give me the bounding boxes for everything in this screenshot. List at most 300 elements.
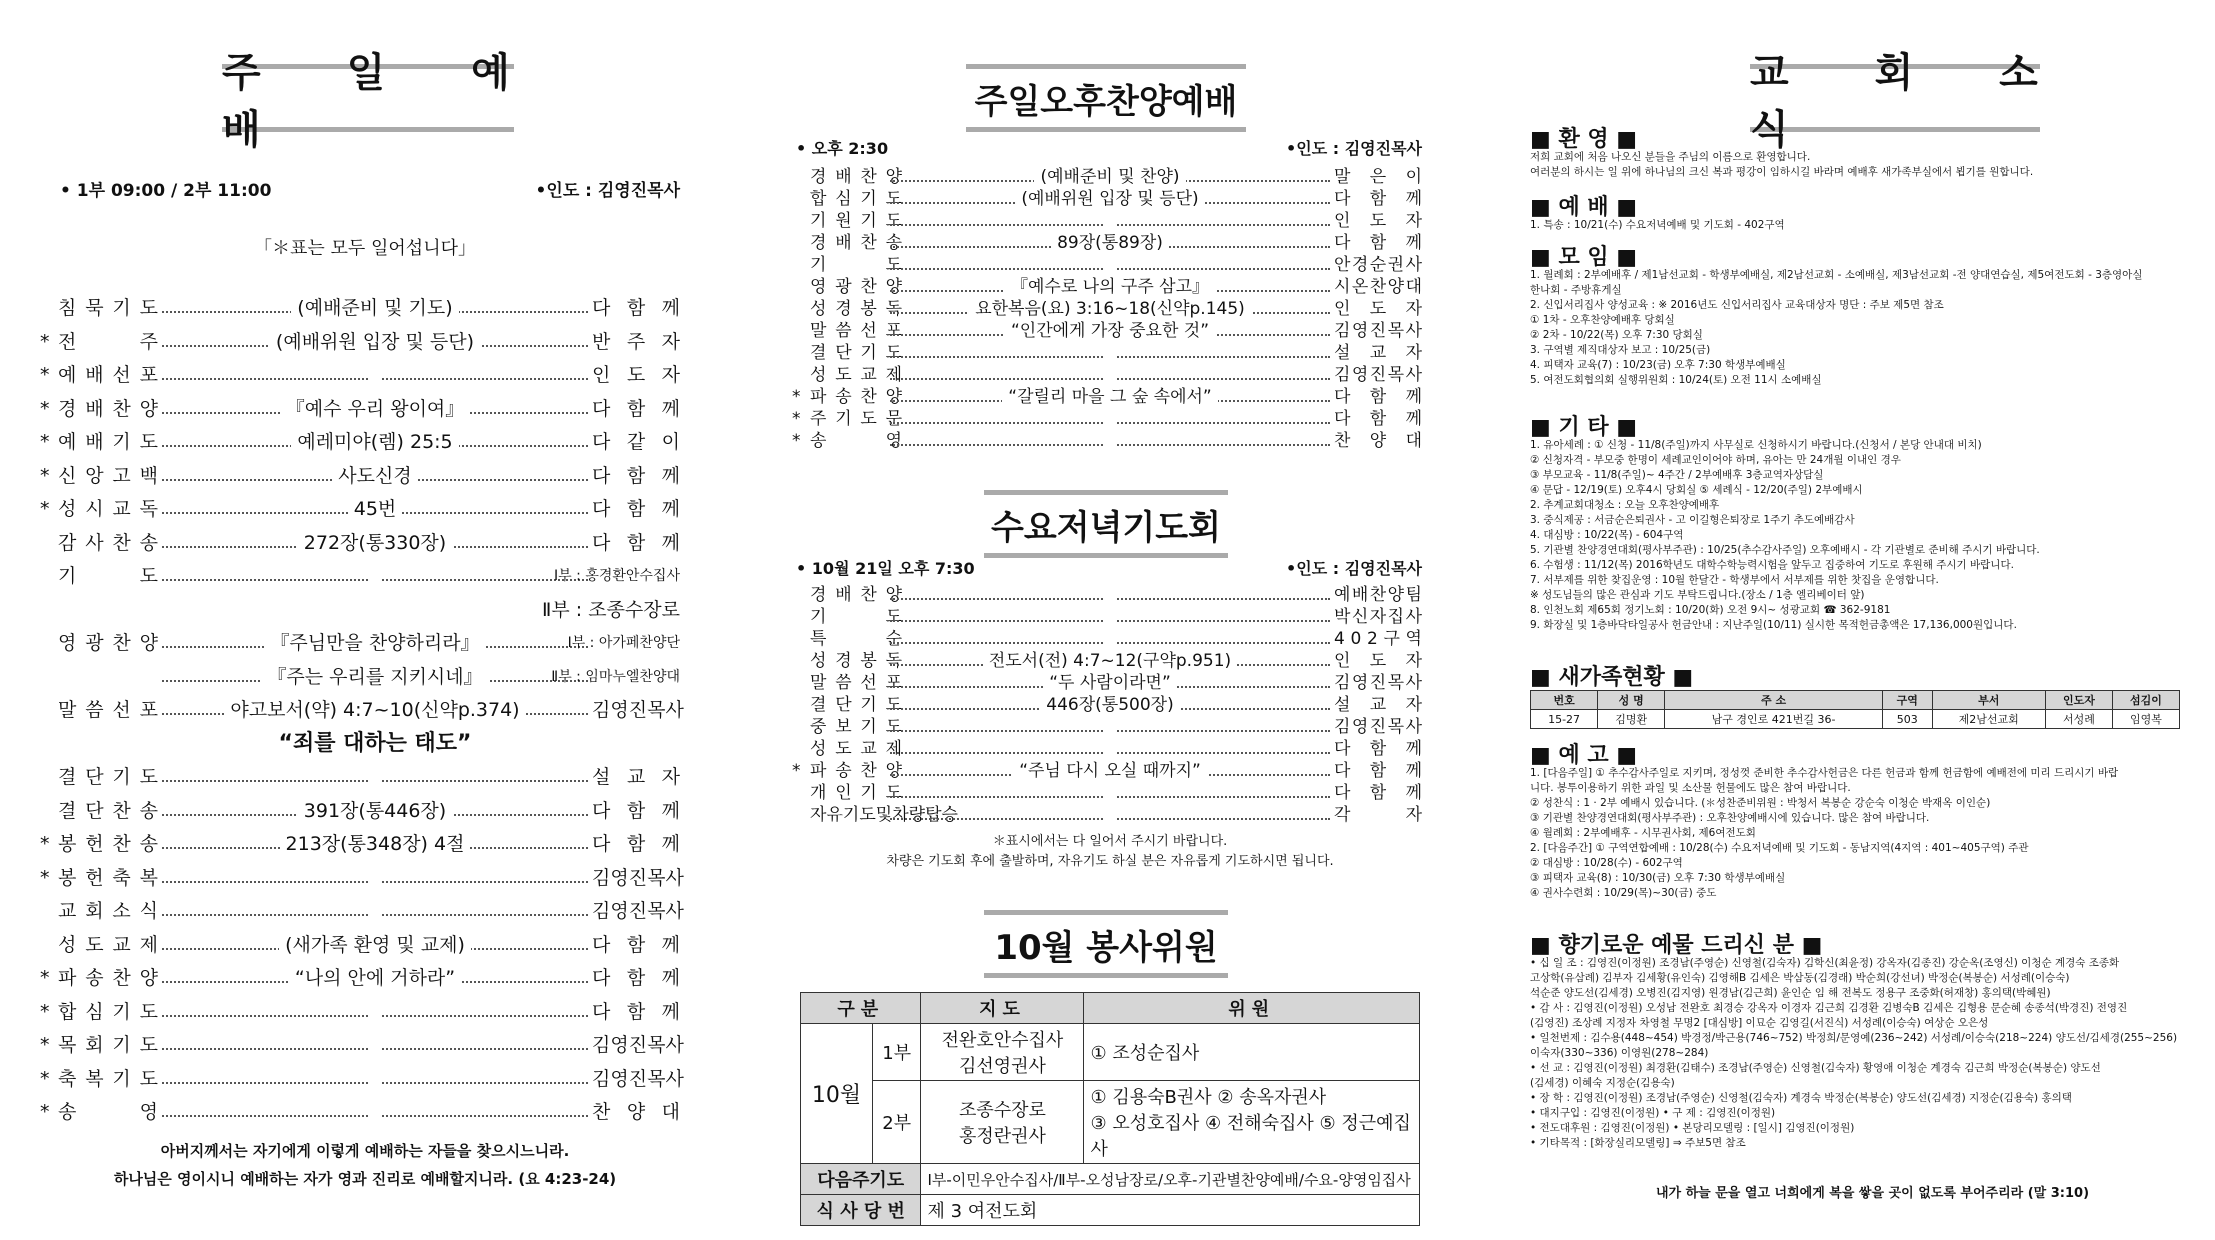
standing-mark: * [40,1067,50,1090]
sunday-worship-title [222,50,546,153]
detail-text: 『예수 우리 왕이여』 [280,398,471,420]
news-line: ④ 권사수련회 : 10/29(목)~30(금) 중도 [1530,887,1717,899]
order-row [792,188,1422,210]
order-item-detail [162,564,588,588]
family-cell: 김명환 [1598,710,1665,729]
order-row [40,933,680,957]
detail-text: (예배준비 및 기도) [291,297,458,319]
order-row [792,408,1422,430]
news-line: • 대지구입 : 김영진(이정원) • 구 제 : 김영진(이정원) [1530,1107,1776,1119]
order-item-detail [890,760,1330,782]
detail-text: 272장(통330장) [298,532,452,554]
family-cell: 503 [1882,710,1932,729]
leader-name: 홍정란권사 [958,1126,1046,1147]
sunday-worship-column [0,0,730,1240]
order-item-detail [890,276,1330,298]
order-item-detail [162,933,588,957]
order-row [792,276,1422,298]
news-line: (김영진) 조상례 지정자 차영철 무명2 [대심방] 이묘순 김영길(서진식) 서성례(이승숙) 여상순 오은성 [1530,1017,1989,1029]
order-item-name: 축 복 기 도 [58,1067,158,1090]
order-item-leader: 설 교 자 [592,766,680,788]
news-line: 2. 추계교회대청소 : 오늘 오후찬양예배후 [1530,499,1720,511]
order-item-name: 성 도 교 제 [58,933,158,956]
col-header-leader: 지도 [921,993,1084,1024]
order-item-detail [890,804,1330,826]
order-item-detail [890,364,1330,386]
leader-name: 전완호안수집사 [941,1030,1064,1051]
title-text: 10월 봉사위원 [994,927,1218,968]
order-item-detail [890,782,1330,804]
order-item-leader: 찬 양 대 [592,1101,680,1123]
detail-text: “나의 안에 거하라” [289,967,461,989]
order-row [792,606,1422,628]
order-item-name: 말 씀 선 포 [58,699,158,721]
order-item-detail [162,799,588,823]
news-line: ② 2차 - 10/22(목) 오후 7:30 당회실 [1530,329,1703,341]
standing-mark: * [40,967,50,989]
order-item-detail [162,531,588,555]
news-line: 1. 특송 : 10/21(수) 수요저녁예배 및 기도회 - 402구역 [1530,219,1785,231]
part1-cell: 1부 [872,1024,921,1081]
news-line: ④ 월례회 : 2부예배후 - 시무권사회, 제6여전도회 [1530,827,1756,839]
part1-members: ① 조성순집사 [1084,1024,1420,1081]
order-item-detail [162,296,588,320]
order-row [792,298,1422,320]
order-item-leader: 다 함 께 [592,397,680,420]
order-row [792,760,1422,782]
news-line: 여러분의 하시는 일 위에 하나님의 크신 복과 평강이 임하시길 바라며 예배후 새가족부실에서 뵙기를 원합니다. [1530,166,2034,178]
news-line: ② 성찬식 : 1 · 2부 예배시 있습니다. (＊성찬준비위원 : 박청서 복봉순 강순숙 이청순 박재옥 이인순) [1530,797,1991,809]
detail-text [1104,255,1116,275]
order-row [40,665,680,689]
standing-mark: * [40,866,50,889]
family-cell: 서성례 [2045,710,2112,729]
news-line: 8. 인천노회 제65회 정기노회 : 10/20(화) 오전 9시~ 성광교회 ☎ 362-9181 [1530,604,1891,616]
order-item-name: 영 광 찬 양 [58,632,158,654]
service-leader: •인도 : 김영진목사 [535,181,680,201]
news-line: • 전도대후원 : 김영진(이정원) • 본당리모델링 : [일시] 김영진(이정원) [1530,1122,1855,1134]
order-row [792,716,1422,738]
order-item-detail [890,232,1330,254]
sunday-order-list [40,296,684,1126]
order-item-detail [890,694,1330,716]
part1-leaders [921,1024,1084,1081]
detail-text: 391장(통446장) [298,800,452,822]
order-row [40,397,680,421]
family-cell: 제2남선교회 [1932,710,2045,729]
standing-mark: * [40,431,50,453]
standing-mark: * [792,387,801,407]
order-item-leader: Ⅱ부 : 조종수장로 [542,598,680,621]
order-item-name: 예 배 선 포 [58,364,158,386]
order-item-name: 성 시 교 독 [58,498,158,520]
detail-text [369,565,381,587]
order-row [40,1067,684,1091]
leader-name: 조종수장로 [958,1100,1046,1121]
standing-mark: * [40,833,50,855]
order-row [40,564,680,588]
order-item-detail [162,363,588,387]
order-row [792,342,1422,364]
meeting-heading: ■ 모 임 ■ [1530,245,1638,270]
afternoon-leader: •인도 : 김영진목사 [1286,139,1422,158]
order-item-detail [162,598,588,622]
detail-text [1104,717,1116,737]
afternoon-column [770,0,1450,1240]
news-line: 1. 월례회 : 2부예배후 / 제1남선교회 - 학생부예배실, 제2남선교회 - 소예배실, 제3남선교회 -전 양대연습실, 제5여전도회 - 3층영아실 [1530,269,2143,281]
order-item-name: 경 배 찬 양 [810,167,902,187]
family-col-header: 성 명 [1598,691,1665,710]
order-item-leader: 4 0 2 구 역 [1334,629,1422,649]
standing-mark: * [40,464,50,487]
order-row [40,799,680,823]
order-item-name: 영 광 찬 양 [810,277,902,297]
order-row [40,631,680,655]
detail-text [1104,805,1116,825]
detail-text: 『주님만을 찬양하리라』 [264,632,485,654]
detail-text [1104,343,1116,363]
order-item-leader: 김 영 진 목 사 [592,866,684,889]
order-item-name: 경 배 찬 송 [810,233,902,253]
detail-text: 사도신경 [332,465,417,487]
order-item-leader: 각 자 [1334,805,1422,825]
news-line: ② 대심방 : 10/28(수) - 602구역 [1530,857,1683,869]
order-row [40,966,680,990]
news-line: 5. 여전도회협의회 실행위원회 : 10/24(토) 오전 11시 소예배실 [1530,374,1822,386]
news-line: ③ 기관별 찬양경연대회(평사부주관) : 오후찬양예배시에 있습니다. 많은 참여 바랍니다. [1530,812,1930,824]
news-line: • 감 사 : 김영진(이정원) 오성남 전완호 최경승 강옥자 이경자 김근희 김경환 김병숙B 김세은 김형용 문순혜 송종석(박경진) 전영진 [1530,1002,2128,1014]
news-line: 4. 피택자 교육(7) : 10/23(금) 오후 7:30 학생부예배실 [1530,359,1786,371]
family-col-header: 주 소 [1665,691,1883,710]
detail-text [1104,211,1116,231]
afternoon-time: • 오후 2:30 [796,139,889,158]
order-item-detail [890,738,1330,760]
etc-text [1530,438,2215,633]
news-line: 석순준 양도선(김세경) 오병진(김지영) 원경남(김근희) 윤인순 임 해 전복도 정용구 조중화(허재창) 홍의택(박혜원) [1530,987,2051,999]
news-line: 7. 서부제를 위한 찾집운영 : 10월 한달간 - 학생부에서 서부제를 위한 찻집을 운영합니다. [1530,574,1939,586]
part2-cell: 2부 [872,1081,921,1164]
standing-mark: * [40,1101,50,1123]
news-line: 고상학(유삼례) 김부자 김세황(유인숙) 김영해B 김세은 박삼동(김경래) 박순희(강선녀) 박정순(복봉순) 서성례(이승숙) [1530,972,2070,984]
etc-heading: ■ 기 타 ■ [1530,415,1638,440]
order-item-name: 결 단 기 도 [810,343,902,363]
order-item-detail [162,1100,588,1124]
order-row [792,430,1422,452]
order-item-leader: Ⅰ부 : 홍경환안수집사 [554,568,680,584]
standing-mark: * [40,1034,50,1056]
detail-text [369,1068,381,1090]
news-line: 2. 신입서리집사 양성교육 : ※ 2016년도 신입서리집사 교육대상자 명단 : 주보 제5면 참조 [1530,299,1944,311]
detail-text [1104,607,1116,627]
order-item-detail [890,386,1330,408]
order-item-name: 감 사 찬 송 [58,531,158,554]
news-line: • 일천번제 : 김수용(448~454) 박경정/박근용(746~752) 박정희/문영예(236~242) 서성례/이승숙(218~224) 양도선/김세경(255~256) [1530,1032,2178,1044]
family-cell: 남구 경인로 421번길 36- [1665,710,1883,729]
order-item-detail [162,866,588,890]
offering-text [1530,956,2215,1151]
order-item-leader: 다 함 께 [592,1000,680,1023]
order-item-leader: 김 영 진 목 사 [592,1067,684,1090]
news-line: 2. [다음주간] ① 구역연합예배 : 10/28(수) 수요저녁예배 및 기도회 - 동남지역(4지역 : 401~405구역) 주관 [1530,842,2029,854]
order-item-name: 예 배 기 도 [58,431,158,453]
detail-text [1104,431,1116,451]
order-item-name: 성 경 봉 독 [810,299,902,319]
order-item-detail [890,650,1330,672]
news-line: ④ 문답 - 12/19(토) 오후4시 당회실 ⑤ 세례식 - 12/20(주일) 2부예배시 [1530,484,1863,496]
order-item-leader: 다 함 께 [592,933,680,956]
order-row [792,386,1422,408]
order-item-leader: 반 주 자 [592,330,680,353]
order-item-name: 특 순 [810,629,902,649]
member-line: ③ 오성호집사 ④ 전해숙집사 ⑤ 정근예집사 [1090,1113,1411,1160]
volunteer-title [984,910,1228,978]
order-item-name: 말 씀 선 포 [810,321,902,341]
wednesday-time: • 10월 21일 오후 7:30 [796,559,975,578]
news-line: • 장 학 : 김영진(이정원) 조경남(주영순) 신영철(김숙자) 계경숙 박정순(복봉순) 양도선(김세경) 지정순(김용숙) 홍의택 [1530,1092,2072,1104]
detail-text [1104,585,1116,605]
leader-name: 김선영권사 [958,1056,1046,1077]
news-line: 3. 중식제공 : 서금순은퇴권사 - 고 이길형은퇴장로 1주기 추도예배감사 [1530,514,1855,526]
order-item-leader: 다 같 이 [592,431,680,453]
order-item-name: 파 송 찬 양 [810,387,902,407]
order-item-leader: 다 함 께 [592,464,680,487]
order-item-leader: 다 함 께 [1334,783,1422,803]
order-item-name: 파 송 찬 양 [58,967,158,989]
order-item-name: 파 송 찬 양 [810,761,902,781]
order-item-name: 기 도 [58,565,158,587]
order-row [40,1000,680,1024]
family-col-header: 부서 [1932,691,2045,710]
order-item-name: 합 심 기 도 [810,189,902,209]
new-family-table [1530,690,2180,729]
order-item-leader: 다 함 께 [1334,189,1422,209]
order-item-detail [162,665,588,689]
family-cell: 15-27 [1531,710,1598,729]
order-item-leader: 김 영 진 목 사 [1334,321,1422,341]
news-line: ① 1차 - 오후찬양예배후 당회실 [1530,314,1675,326]
order-item-name: 기 원 기 도 [810,211,902,231]
order-row [792,694,1422,716]
order-row [40,330,680,354]
standing-mark: * [40,498,50,520]
detail-text [1104,365,1116,385]
order-row [40,1100,680,1124]
detail-text: (예배준비 및 찬양) [1034,167,1185,187]
order-item-detail [890,188,1330,210]
detail-text: 213장(통348장) 4절 [280,833,471,855]
detail-text: (예배위원 입장 및 등단) [1015,189,1204,209]
order-row [40,698,684,722]
detail-text [369,1101,381,1123]
detail-text: “갈릴리 마을 그 숲 속에서” [1002,387,1217,407]
service-time-line [60,176,680,201]
order-item-detail [890,584,1330,606]
order-item-leader: 인 도 자 [1334,211,1422,231]
order-row [40,732,680,756]
wednesday-title [984,490,1228,558]
order-row [792,782,1422,804]
member-line: ① 김용숙B권사 ② 송옥자권사 [1090,1087,1327,1108]
order-row [792,210,1422,232]
order-row [40,464,680,488]
news-line: 9. 화장실 및 1층바닥타일공사 헌금안내 : 지난주일(10/11) 실시한 목적헌금총액은 17,136,000원입니다. [1530,619,2017,631]
order-row [792,166,1422,188]
news-line: ※ 성도님들의 많은 관심과 기도 부탁드립니다.(장소 / 1층 엘리베이터 앞) [1530,589,1865,601]
wednesday-note-1: ＊표시에서는 다 일어서 주시기 바랍니다. [992,834,1228,849]
order-row [792,628,1422,650]
order-row [40,899,684,923]
order-item-leader: 다 함 께 [592,799,680,822]
order-item-detail [890,430,1330,452]
order-item-leader: 김 영 진 목 사 [592,699,684,721]
detail-text: (새가족 환영 및 교제) [279,934,471,956]
order-item-leader: 박 신 자 집 사 [1334,607,1422,627]
detail-text: 예레미야(렘) 25:5 [291,431,458,453]
detail-text: 요한복음(요) 3:16~18(신약p.145) [969,299,1251,319]
standing-mark: * [40,330,50,353]
verse-line-1: 아버지께서는 자기에게 이렇게 예배하는 자들을 찾으시느니라. [160,1142,570,1160]
detail-text [369,1034,381,1056]
order-item-name: 경 배 찬 양 [58,397,158,420]
detail-text [369,867,381,889]
news-line: 니다. 봉투이용하기 위한 과일 및 소산물 헌물에도 많은 참여 바랍니다. [1530,782,1851,794]
detail-text [1104,739,1116,759]
detail-text [369,900,381,922]
order-item-name: 송 영 [810,431,902,451]
order-row [792,254,1422,276]
order-item-leader: 다 함 께 [1334,233,1422,253]
order-row [40,866,684,890]
order-item-name: 중 보 기 도 [810,717,902,737]
order-item-leader: 다 함 께 [1334,387,1422,407]
order-item-name: 목 회 기 도 [58,1034,158,1056]
worship-heading: ■ 예 배 ■ [1530,195,1638,220]
family-col-header: 구역 [1882,691,1932,710]
order-item-name: 성 도 교 제 [810,739,902,759]
order-item-detail [162,765,588,789]
order-item-leader: 인 도 자 [1334,651,1422,671]
order-item-name: 기 도 [810,607,902,627]
detail-text: 89장(통89장) [1051,233,1169,253]
family-col-header: 섬김이 [2112,691,2179,710]
news-line: 5. 기관별 찬양경연대회(평사부주관) : 10/25(추수감사주일) 오후예배시 - 각 기관별로 준비해 주시기 바랍니다. [1530,544,2040,556]
order-item-detail [162,899,588,923]
order-item-name: 결 단 기 도 [810,695,902,715]
order-item-name: 봉 헌 찬 송 [58,833,158,855]
family-col-header: 번호 [1531,691,1598,710]
detail-text: 『주는 우리를 지키시네』 [261,666,488,688]
part2-members [1084,1081,1420,1164]
order-item-leader: 김 영 진 목 사 [592,1034,684,1056]
next-prayer-value: Ⅰ부-이민우안수집사/Ⅱ부-오성남장로/오후-기관별찬양예배/수요-양영임집사 [921,1164,1420,1195]
order-row [792,584,1422,606]
wednesday-note-2: 차량은 기도회 후에 출발하며, 자유기도 하실 분은 자유롭게 기도하시면 됩니다. [886,854,1334,869]
order-item-detail [890,210,1330,232]
afternoon-time-line [796,136,1422,159]
order-item-leader: 다 함 께 [592,833,680,855]
order-item-name: 교 회 소 식 [58,900,158,922]
wednesday-leader: •인도 : 김영진목사 [1286,559,1422,578]
order-item-detail [890,606,1330,628]
service-time: • 1부 09:00 / 2부 11:00 [60,181,272,201]
detail-text: 45번 [348,498,403,520]
order-item-leader: 설 교 자 [1334,695,1422,715]
news-line: 3. 구역별 제직대상자 보고 : 10/25(금) [1530,344,1711,356]
detail-text [369,364,381,386]
order-item-detail [162,832,588,856]
order-item-name: 송 영 [58,1101,158,1123]
order-item-name: 침 묵 기 도 [58,297,158,319]
news-line: 1. 유아세례 : ① 신청 - 11/8(주일)까지 사무실로 신청하시기 바랍니다.(신청서 / 본당 안내대 비치) [1530,439,1982,451]
detail-text: “죄를 대하는 태도” [272,731,477,756]
afternoon-order-list [792,166,1422,456]
order-item-detail [890,342,1330,364]
meeting-text [1530,268,2215,388]
detail-text: 전도서(전) 4:7~12(구약p.951) [983,651,1237,671]
col-header-members: 위원 [1084,993,1420,1024]
afternoon-title [966,64,1246,132]
order-item-name: 성 도 교 제 [810,365,902,385]
order-item-detail [890,254,1330,276]
order-item-leader: 다 함 께 [1334,761,1422,781]
order-row [792,320,1422,342]
wednesday-time-line [796,556,1422,579]
order-item-leader: 김 영 진 목 사 [1334,717,1422,737]
title-text: 주 일 예 배 [222,50,546,153]
standing-mark: * [40,397,50,420]
order-item-detail [162,397,588,421]
order-item-leader: 다 함 께 [1334,409,1422,429]
order-item-name: 전 주 [58,330,158,353]
family-cell: 임영복 [2112,710,2179,729]
order-item-detail [162,464,588,488]
order-item-leader: 설 교 자 [1334,343,1422,363]
order-item-leader: 다 함 께 [592,498,680,520]
order-item-detail [162,966,588,990]
order-row [792,672,1422,694]
order-row [40,598,680,622]
order-item-leader: 시 온 찬 양 대 [1334,277,1422,297]
part2-leaders [921,1081,1084,1164]
order-item-leader: Ⅰ부 : 아가페찬양단 [567,635,680,651]
news-line: ③ 피택자 교육(8) : 10/30(금) 오후 7:30 학생부예배실 [1530,872,1786,884]
order-row [40,765,680,789]
news-line: 1. [다음주일] ① 추수감사주일로 지키며, 정성껏 준비한 추수감사헌금은 다른 헌금과 함께 헌금함에 예배전에 미리 드리시기 바랍 [1530,767,2119,779]
order-item-name: 성 경 봉 독 [810,651,902,671]
verse-line-2: 하나님은 영이시니 예배하는 자가 영과 진리로 예배할지니라. (요 4:23-24) [113,1170,617,1188]
title-text: 주일오후찬양예배 [974,81,1238,122]
order-item-leader: 예 배 찬 양 팀 [1334,585,1422,605]
col-header-division: 구분 [801,993,921,1024]
standing-mark: * [792,761,801,781]
news-line: 한나회 - 주방휴게실 [1530,284,1622,296]
standing-note: 「＊표는 모두 일어섭니다」 [254,238,476,259]
wednesday-order-list [792,584,1422,830]
news-line: (김세경) 이혜숙 지정순(김용숙) [1530,1077,1675,1089]
news-line: ③ 부모교육 - 11/8(주일)~ 4주간 / 2부예배후 3층교역자상담실 [1530,469,1824,481]
news-line: 4. 대심방 : 10/22(목) - 604구역 [1530,529,1684,541]
volunteer-table [800,992,1420,1226]
standing-mark: * [792,431,801,451]
title-text: 수요저녁기도회 [991,507,1221,548]
notice-text [1530,766,2215,901]
title-text: 교 회 소 식 [1750,50,2074,153]
order-item-detail [162,1067,588,1091]
order-item-name: 주 기 도 문 [810,409,902,429]
order-item-leader: 김 영 진 목 사 [1334,365,1422,385]
order-row [792,232,1422,254]
standing-mark: * [40,364,50,386]
